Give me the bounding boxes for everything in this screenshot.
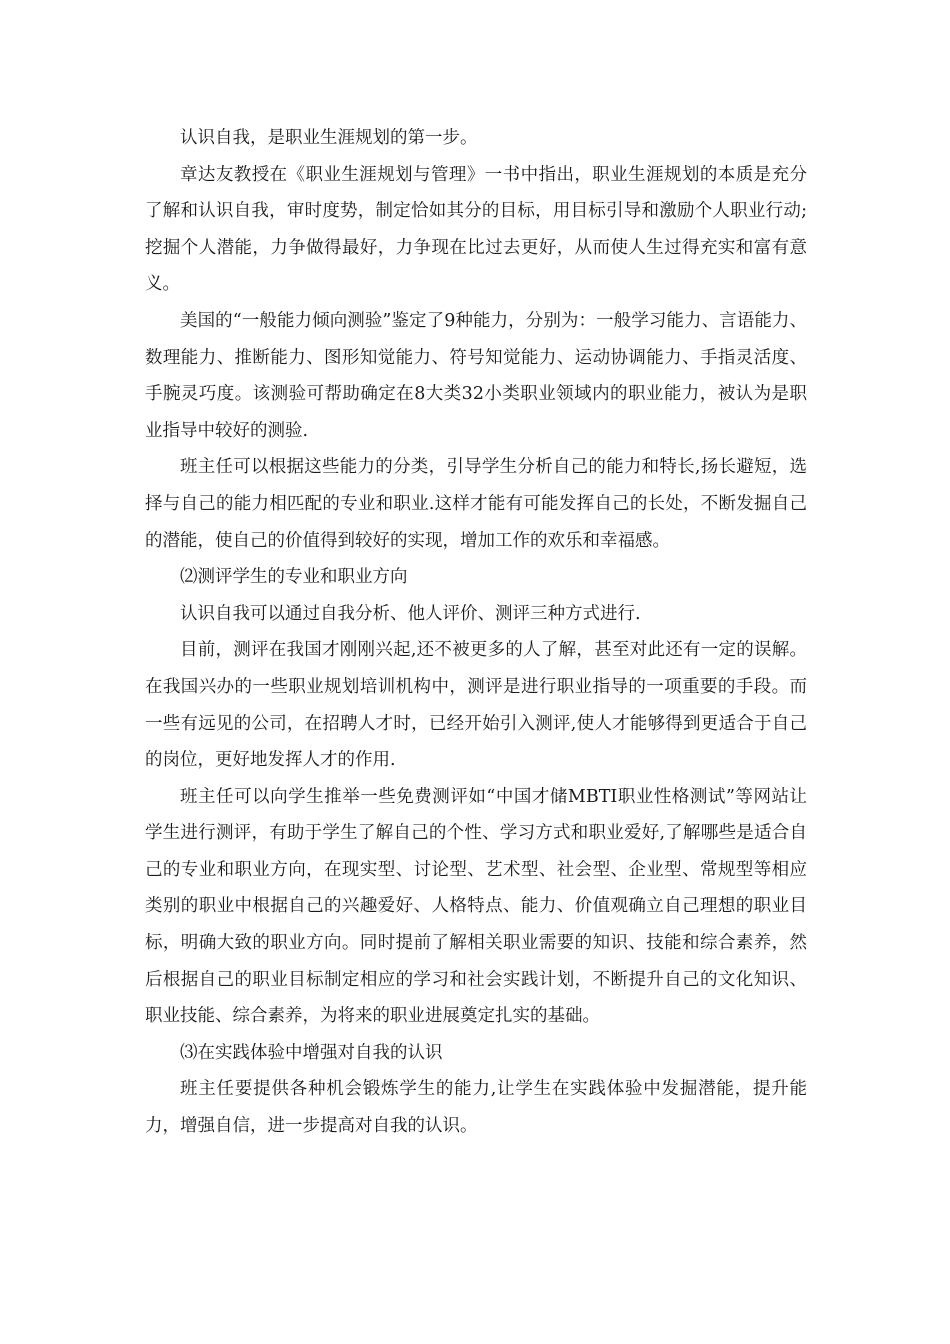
section-heading-2: ⑵测评学生的专业和职业方向	[180, 567, 408, 588]
paragraph-6: 目前，测评在我国才刚刚兴起,还不被更多的人了解，甚至对此还有一定的误解。在我国兴办的一些职业规划培训机构中，测评是进行职业指导的一项重要的手段。而一些有远见的公司，在招聘人才时，已经开始引入测评,使人才能够得到更适合于自己的岗位，更好地发挥人才的作用.	[145, 640, 807, 771]
paragraph-2: 章达友教授在《职业生涯规划与管理》一书中指出，职业生涯规划的本质是充分了解和认识自我，审时度势，制定恰如其分的目标，用目标引导和激励个人职业行动;挖掘个人潜能，力争做得最好，力争现在比过去更好，从而使人生过得充实和富有意义。	[145, 164, 807, 295]
paragraph-5: 认识自我可以通过自我分析、他人评价、测评三种方式进行.	[180, 603, 641, 624]
paragraph-7: 班主任可以向学生推举一些免费测评如“中国才储MBTI职业性格测试”等网站让学生进行测评，有助于学生了解自己的个性、学习方式和职业爱好,了解哪些是适合自己的专业和职业方向，在现实型、讨论型、艺术型、社会型、企业型、常规型等相应类别的职业中根据自己的兴趣爱好、人格特点、能力、价值观确立自己理想的职业目标，明确大致的职业方向。同时提前了解相关职业需要的知识、技能和综合素养，然后根据自己的职业目标制定相应的学习和社会实践计划，不断提升自己的文化知识、职业技能、综合素养，为将来的职业进展奠定扎实的基础。	[145, 786, 807, 1027]
document-body	[145, 120, 807, 1145]
paragraph-4: 班主任可以根据这些能力的分类，引导学生分析自己的能力和特长,扬长避短，选择与自己的能力相匹配的专业和职业.这样才能有可能发挥自己的长处，不断发掘自己的潜能，使自己的价值得到较好的实现，增加工作的欢乐和幸福感。	[145, 457, 807, 551]
paragraph-8: 班主任要提供各种机会锻炼学生的能力,让学生在实践体验中发掘潜能，提升能力，增强自信，进一步提高对自我的认识。	[145, 1079, 807, 1137]
section-heading-3: ⑶在实践体验中增强对自我的认识	[180, 1042, 443, 1063]
paragraph-3: 美国的“一般能力倾向测验”鉴定了9种能力，分别为：一般学习能力、言语能力、数理能力、推断能力、图形知觉能力、符号知觉能力、运动协调能力、手指灵活度、手腕灵巧度。该测验可帮助确定在8大类32小类职业领域内的职业能力，被认为是职业指导中较好的测验.	[145, 310, 807, 441]
paragraph-1: 认识自我，是职业生涯规划的第一步。	[180, 128, 478, 148]
